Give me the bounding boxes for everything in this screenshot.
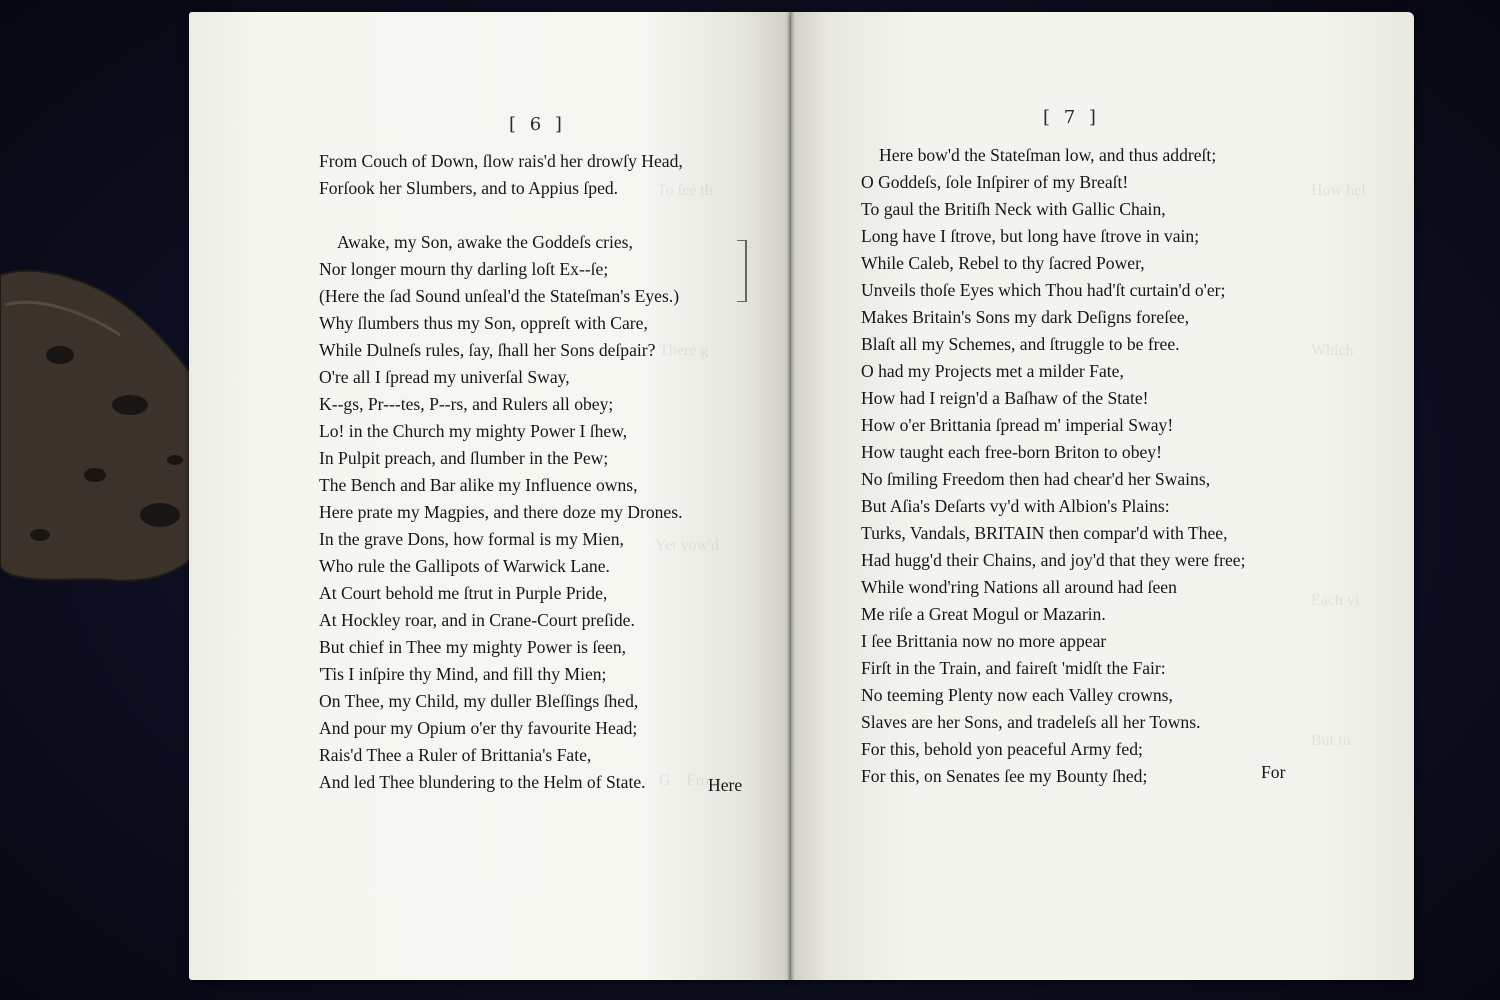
verse-line: Blaſt all my Schemes, and ſtruggle to be free. — [861, 334, 1180, 354]
verse-line: O had my Projects met a milder Fate, — [861, 361, 1124, 381]
verse-line: To gaul the Britiſh Neck with Gallic Chain, — [861, 199, 1166, 219]
verse-line: Awake, my Son, awake the Goddeſs cries, — [337, 232, 633, 252]
verse-line: O Goddeſs, ſole Inſpirer of my Breaſt! — [861, 172, 1129, 192]
verse-block — [861, 142, 1311, 790]
verse-line: At Court behold me ſtrut in Purple Pride, — [319, 583, 608, 603]
verse-line: O're all I ſpread my univerſal Sway, — [319, 367, 570, 387]
open-book — [189, 12, 1414, 980]
verse-line: 'Tis I inſpire thy Mind, and fill thy Mien; — [319, 664, 607, 684]
verse-line: In Pulpit preach, and ſlumber in the Pew; — [319, 448, 609, 468]
catchword: Here — [708, 775, 743, 795]
verse-line: (Here the ſad Sound unſeal'd the Stateſman's Eyes.) — [319, 286, 680, 306]
left-page: To ſee th There g Yet vow'd G From [ 6 ] From Couch of Down, ſlow rais'd her drowſy Head, Forſook her Slumbers, and to Appius ſped. Awake, my Son, awake the Goddeſs cries, Nor longer mourn thy darling loſt Ex--ſe; (Here the ſad Sound unſeal'd the Stateſman's Eyes.) Why ſlumbers thus my Son, oppreſt with Care, While Dulneſs rules, ſay, ſhall her Sons deſpair? O're all I ſpread my univerſal Sway, K--gs, Pr---tes, P--rs, and Rulers all obey; Lo! in the Church my mighty Power I ſhew, In Pulpit preach, and ſlumber in the Pew; The Bench and Bar alike my Influence owns, Here prate my Magpies, and there doze my Drones. In the grave Dons, how formal is my Mien, Who rule the Gallipots of Warwick Lane. At Court behold me ſtrut in Purple Pride, At Hockley roar, and in Crane-Court preſide. But chief in Thee my mighty Power is ſeen, 'Tis I inſpire thy Mind, and fill thy Mien; On Thee, my Child, my duller Bleſſings ſhed, And pour my Opium o'er thy favourite Head; Rais'd Thee a Ruler of Brittania's Fate, And led Thee blundering to the Helm of State. Here — [189, 12, 791, 980]
verse-line: For this, on Senates ſee my Bounty ſhed; — [861, 766, 1148, 786]
verse-line: Lo! in the Church my mighty Power I ſhew, — [319, 421, 628, 441]
right-page: How hel Which Each vi But tu [ 7 ] Here bow'd the Stateſman low, and thus addreſt; O Goddeſs, ſole Inſpirer of my Breaſt! To gaul the Britiſh Neck with Gallic Chain, Long have I ſtrove, but long have ſtrove in vain; While Caleb, Rebel to thy ſacred Power, Unveils thoſe Eyes which Thou had'ſt curtain'd o'er; Makes Britain's Sons my dark Deſigns foreſee, Blaſt all my Schemes, and ſtruggle to be free. O had my Projects met a milder Fate, How had I reign'd a Baſhaw of the State! How o'er Brittania ſpread m' imperial Sway! How taught each free-born Briton to obey! No ſmiling Freedom then had chear'd her Swains, But Aſia's Deſarts vy'd with Albion's Plains: Turks, Vandals, BRITAIN then compar'd with Thee, Had hugg'd their Chains, and joy'd that they were free; While wond'ring Nations all around had ſeen Me riſe a Great Mogul or Mazarin. I ſee Brittania now no more appear Firſt in the Train, and faireſt 'midſt the Fair: No teeming Plenty now each Valley crowns, Slaves are her Sons, and tradeleſs all her Towns. For this, behold yon peaceful Army fed; For this, on Senates ſee my Bounty ſhed; For — [791, 12, 1414, 980]
verse-line: While Dulneſs rules, ſay, ſhall her Sons deſpair? — [319, 340, 656, 360]
verse-line: But Aſia's Deſarts vy'd with Albion's Plains: — [861, 496, 1170, 516]
verse-line: How o'er Brittania ſpread m' imperial Sway! — [861, 415, 1174, 435]
verse-line: Makes Britain's Sons my dark Deſigns foreſee, — [861, 307, 1190, 327]
verse-line: While Caleb, Rebel to thy ſacred Power, — [861, 253, 1145, 273]
verse-line: The Bench and Bar alike my Influence owns, — [319, 475, 638, 495]
verse-line: Here bow'd the Stateſman low, and thus addreſt; — [879, 145, 1217, 165]
verse-line: At Hockley roar, and in Crane-Court preſide. — [319, 610, 635, 630]
verse-line: K--gs, Pr---tes, P--rs, and Rulers all obey; — [319, 394, 614, 414]
verse-line: Turks, Vandals, BRITAIN then compar'd with Thee, — [861, 523, 1228, 543]
verse-line: Firſt in the Train, and faireſt 'midſt the Fair: — [861, 658, 1166, 678]
verse-line: No ſmiling Freedom then had chear'd her Swains, — [861, 469, 1211, 489]
verse-line: In the grave Dons, how formal is my Mien, — [319, 529, 624, 549]
verse-line: How taught each free-born Briton to obey! — [861, 442, 1162, 462]
verse-line: Why ſlumbers thus my Son, oppreſt with Care, — [319, 313, 648, 333]
page-number: [ 7 ] — [1043, 107, 1100, 128]
verse-line: Forſook her Slumbers, and to Appius ſped. — [319, 178, 619, 198]
verse-line: Nor longer mourn thy darling loſt Ex--ſe; — [319, 259, 609, 279]
verse-line: For this, behold yon peaceful Army fed; — [861, 739, 1143, 759]
verse-line: How had I reign'd a Baſhaw of the State! — [861, 388, 1149, 408]
verse-line: I ſee Brittania now no more appear — [861, 631, 1107, 651]
verse-line: Slaves are her Sons, and tradeleſs all her Towns. — [861, 712, 1201, 732]
verse-line: No teeming Plenty now each Valley crowns, — [861, 685, 1173, 705]
book-gutter — [787, 12, 795, 980]
verse-line: From Couch of Down, ſlow rais'd her drowſy Head, — [319, 151, 683, 171]
verse-block — [319, 148, 759, 796]
verse-line: And led Thee blundering to the Helm of State. — [319, 772, 646, 792]
verse-line: On Thee, my Child, my duller Bleſſings ſhed, — [319, 691, 639, 711]
catchword: For — [1261, 762, 1286, 782]
verse-line: Rais'd Thee a Ruler of Brittania's Fate, — [319, 745, 592, 765]
verse-line: While wond'ring Nations all around had ſeen — [861, 577, 1177, 597]
verse-line: Here prate my Magpies, and there doze my Drones. — [319, 502, 683, 522]
verse-line: And pour my Opium o'er thy favourite Head; — [319, 718, 638, 738]
verse-line: But chief in Thee my mighty Power is ſeen, — [319, 637, 627, 657]
verse-line: Who rule the Gallipots of Warwick Lane. — [319, 556, 610, 576]
verse-line: Had hugg'd their Chains, and joy'd that they were free; — [861, 550, 1246, 570]
verse-line: Long have I ſtrove, but long have ſtrove in vain; — [861, 226, 1200, 246]
verse-line: Unveils thoſe Eyes which Thou had'ſt curtain'd o'er; — [861, 280, 1226, 300]
verse-line: Me riſe a Great Mogul or Mazarin. — [861, 604, 1106, 624]
page-number: [ 6 ] — [509, 114, 566, 135]
